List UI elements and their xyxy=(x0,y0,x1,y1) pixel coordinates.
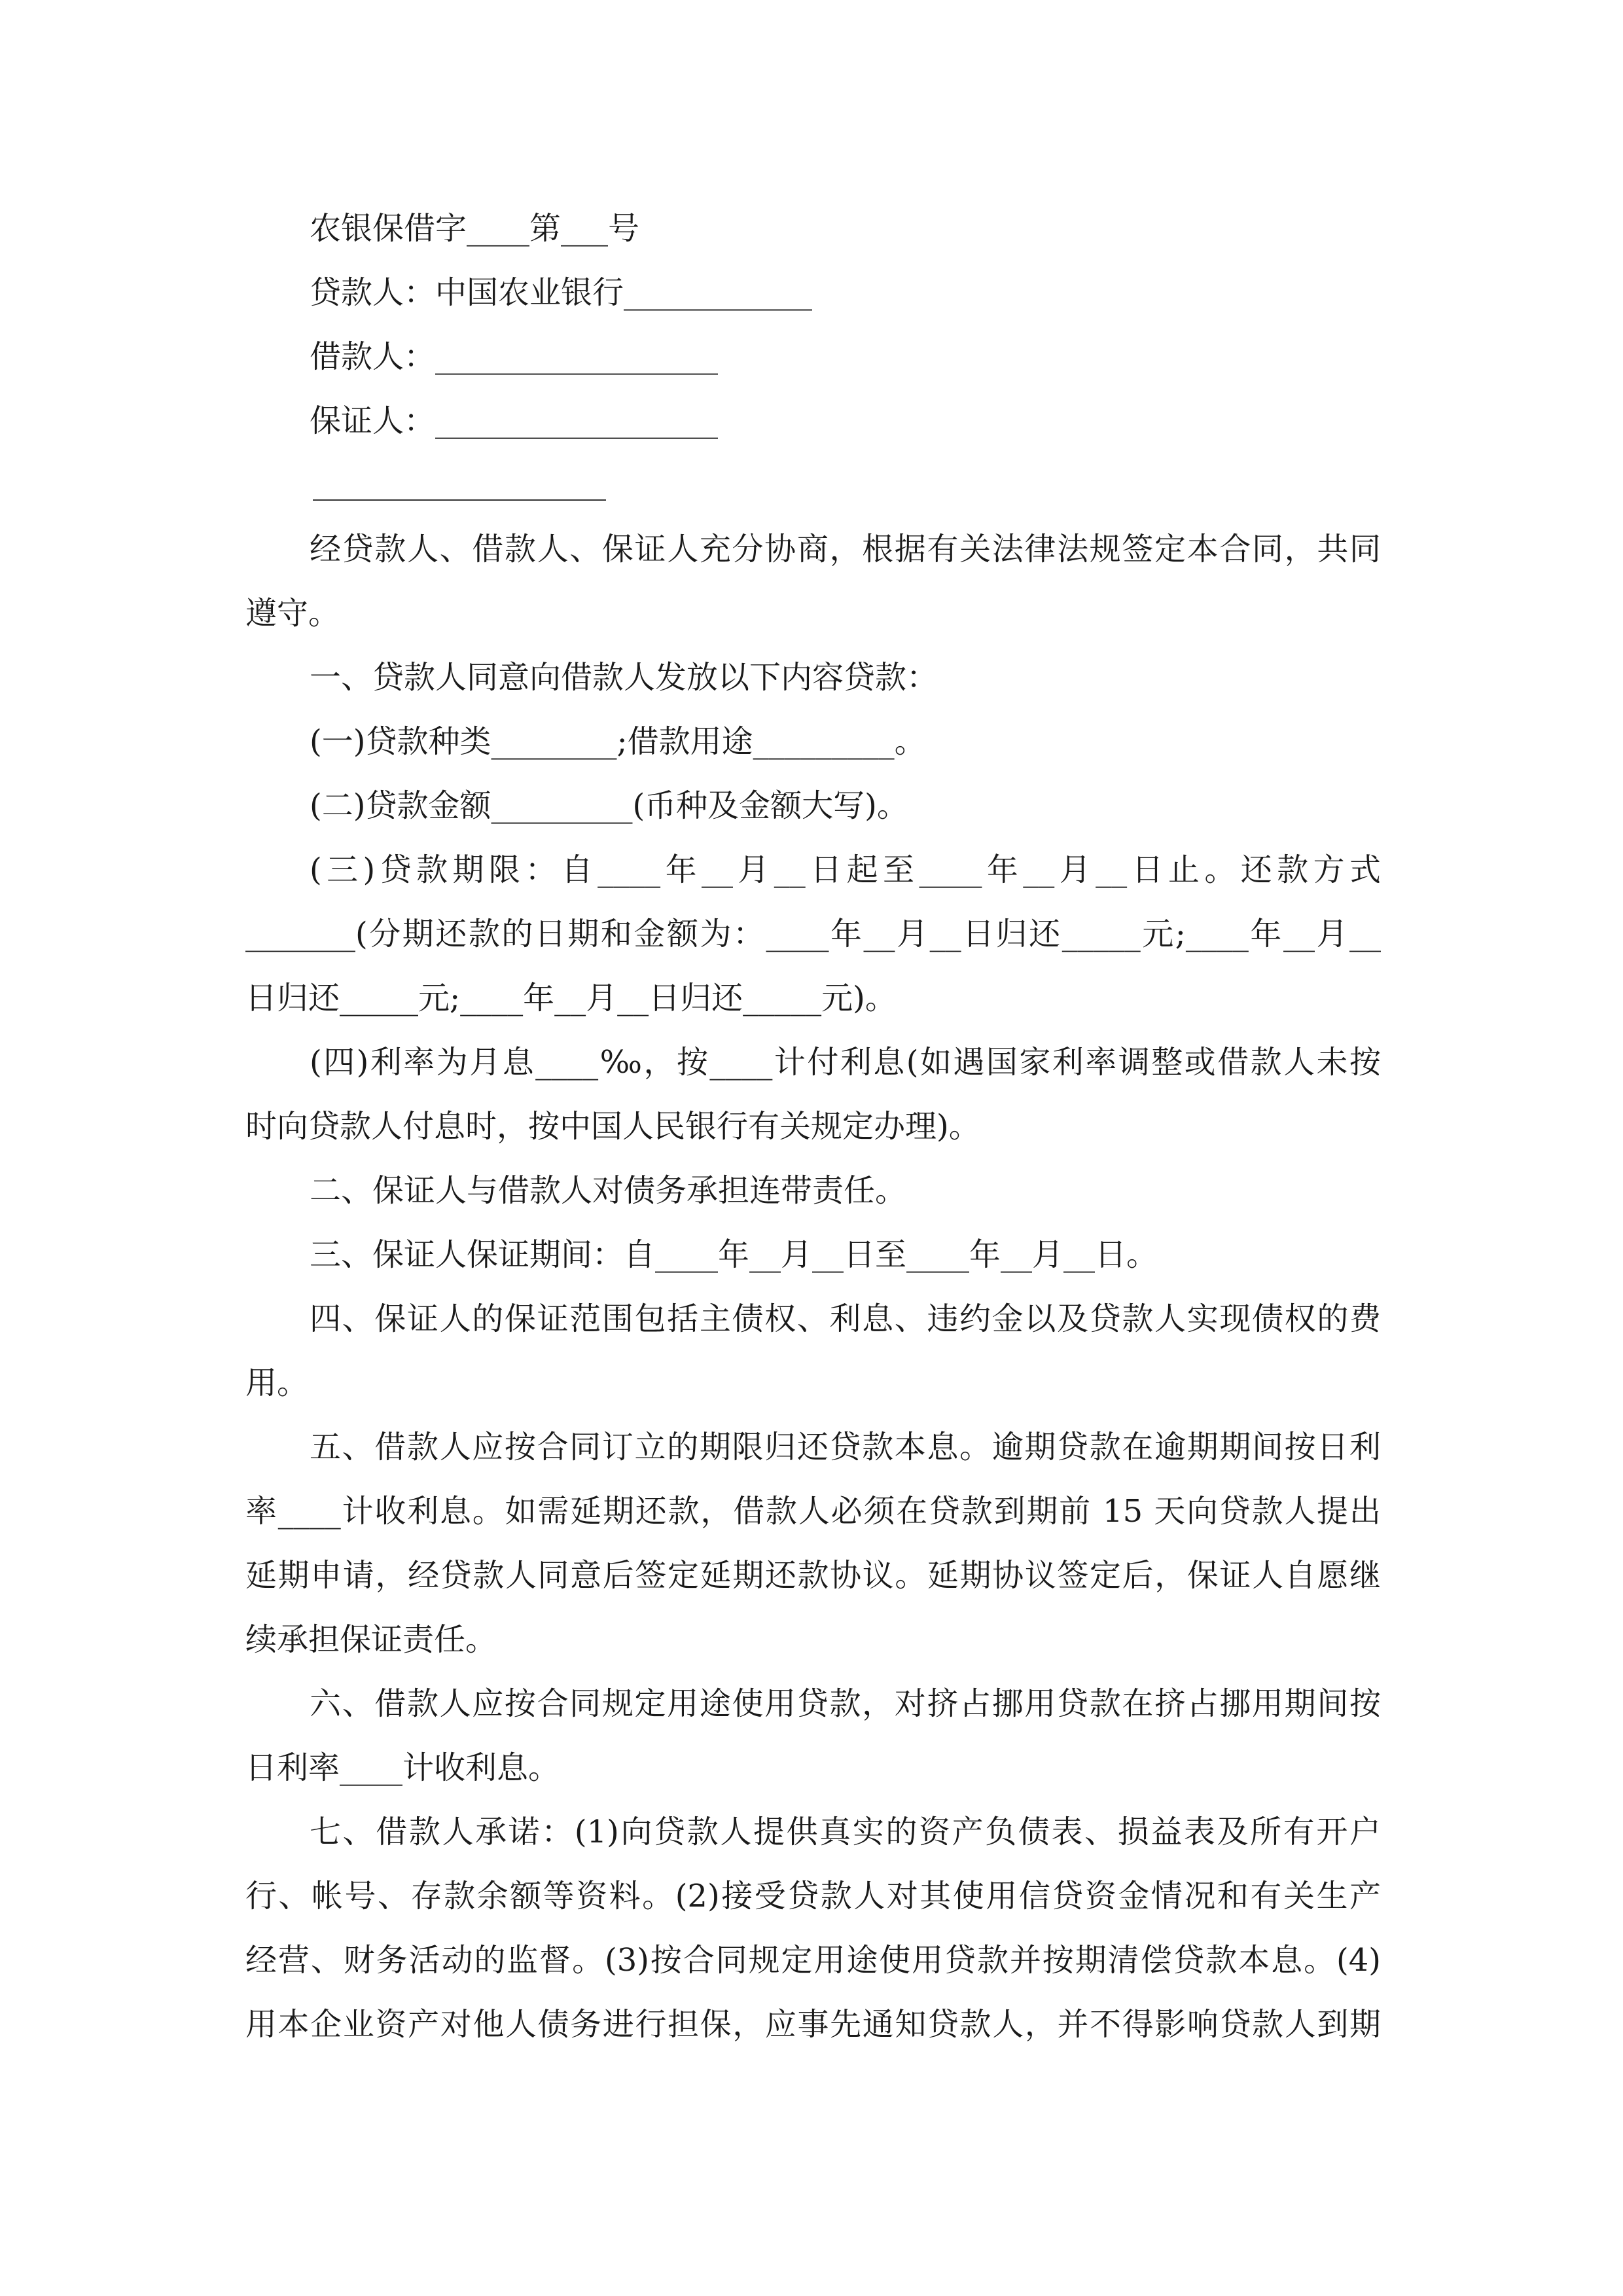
clause-1-heading: 一、贷款人同意向借款人发放以下内容贷款： xyxy=(310,659,938,696)
clause-7-line: 七、借款人承诺：(1)向贷款人提供真实的资产负债表、损益表及所有开户 xyxy=(310,1814,1381,1850)
intro-line: 经贷款人、借款人、保证人充分协商，根据有关法律法规签定本合同，共同 xyxy=(310,531,1381,567)
clause-1-2: (二)贷款金额_________(币种及金额大写)。 xyxy=(310,787,908,824)
clause-6-line: 日利率____计收利息。 xyxy=(245,1749,560,1786)
clause-1-4-line: 时向贷款人付息时，按中国人民银行有关规定办理)。 xyxy=(245,1108,980,1145)
clause-5-line: 延期申请，经贷款人同意后签定延期还款协议。延期协议签定后，保证人自愿继 xyxy=(245,1557,1381,1594)
clause-1-4-line: (四)利率为月息____‰，按____计付利息(如遇国家利率调整或借款人未按 xyxy=(310,1044,1381,1081)
clause-2: 二、保证人与借款人对债务承担连带责任。 xyxy=(310,1172,907,1209)
clause-4-line: 用。 xyxy=(245,1365,309,1401)
clause-4-line: 四、保证人的保证范围包括主债权、利息、违约金以及贷款人实现债权的费 xyxy=(310,1300,1381,1337)
guarantor-line: 保证人：__________________ xyxy=(310,403,719,439)
clause-1-3-line: (三)贷款期限：自____年__月__日起至____年__月__日止。还款方式 xyxy=(310,852,1381,888)
clause-3: 三、保证人保证期间：自____年__月__日至____年__月__日。 xyxy=(310,1236,1158,1273)
intro-line: 遵守。 xyxy=(245,595,340,632)
clause-5-line: 续承担保证责任。 xyxy=(245,1621,497,1658)
borrower-line: 借款人：__________________ xyxy=(310,338,719,375)
clause-1-3-line: 日归还_____元;____年__月__日归还_____元)。 xyxy=(245,980,897,1016)
clause-1-1: (一)贷款种类________;借款用途_________。 xyxy=(310,723,926,760)
clause-6-line: 六、借款人应按合同规定用途使用贷款，对挤占挪用贷款在挤占挪用期间按 xyxy=(310,1685,1381,1722)
contract-number: 农银保借字____第___号 xyxy=(310,210,640,247)
clause-1-3-line: _______(分期还款的日期和金额为：____年__月__日归还_____元;____年__月__ xyxy=(245,916,1381,952)
clause-7-line: 行、帐号、存款余额等资料。(2)接受贷款人对其使用信贷资金情况和有关生产 xyxy=(245,1878,1381,1914)
blank-signature-line xyxy=(313,499,606,501)
clause-7-line: 经营、财务活动的监督。(3)按合同规定用途使用贷款并按期清偿贷款本息。(4) xyxy=(245,1942,1381,1979)
clause-5-line: 五、借款人应按合同订立的期限归还贷款本息。逾期贷款在逾期期间按日利 xyxy=(310,1429,1381,1465)
lender-line: 贷款人：中国农业银行____________ xyxy=(310,274,813,311)
clause-7-line: 用本企业资产对他人债务进行担保，应事先通知贷款人，并不得影响贷款人到期 xyxy=(245,2006,1381,2043)
clause-5-line: 率____计收利息。如需延期还款，借款人必须在贷款到期前 15 天向贷款人提出 xyxy=(245,1493,1381,1530)
